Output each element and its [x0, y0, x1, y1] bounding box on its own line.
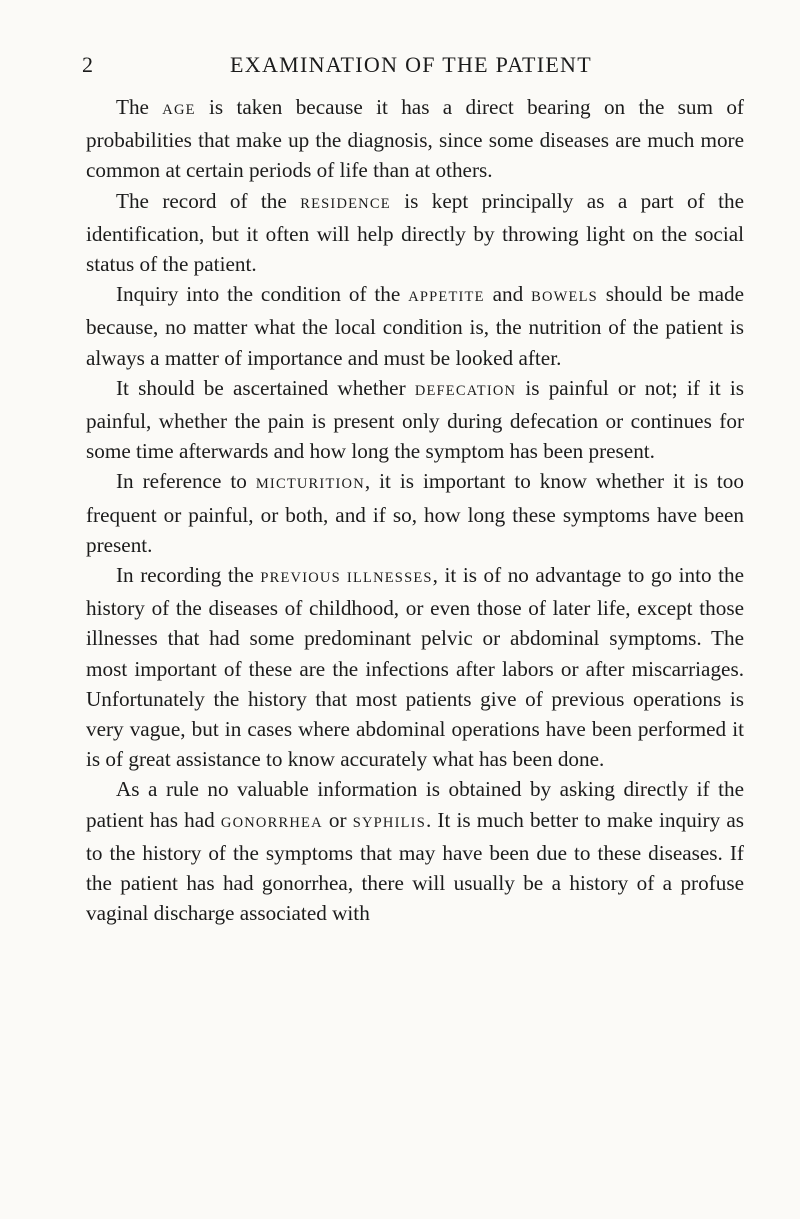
text: is taken because it has a direct bearing on the sum of probabilities that make up the diagnosis, since some diseases are much more common at certain periods of life than at others. [86, 95, 744, 183]
paragraph-gonorrhea-syphilis [86, 774, 744, 928]
paragraph-previous-illnesses [86, 560, 744, 774]
paragraph-defecation [86, 373, 744, 467]
term-age: AGE [162, 102, 196, 118]
text: or [322, 807, 353, 832]
term-previous-illnesses: PREVIOUS ILLNESSES [260, 570, 433, 587]
term-gonorrhea: GONORRHEA [220, 814, 323, 831]
text: is kept principally as a part of the identification, but it often will help directly by throwing light on the social status of the patient. [86, 188, 744, 277]
term-micturition: MICTURITION [255, 476, 365, 493]
paragraph-appetite-bowels [86, 279, 744, 373]
paragraph-residence [86, 186, 744, 280]
text: The [116, 95, 163, 119]
paragraph-age [86, 92, 744, 186]
chapter-title: EXAMINATION OF THE PATIENT [230, 52, 592, 77]
running-head [82, 52, 744, 88]
text: , it is of no advantage to go into the history of the diseases of childhood, or even those of later life, except those illnesses that had some predominant pelvic or abdominal symptoms. The most important of these are the infections after labors or after miscarriages. Unfortunately the history that most patients give of previous operations is very vague, but in cases where abdominal operations have been performed it is of great assistance to know accurately what has been done. [86, 563, 744, 772]
book-page [82, 52, 745, 928]
text: Inquiry into the condition of the [116, 282, 409, 307]
text: In recording the [116, 563, 261, 588]
term-bowels: BOWELS [531, 289, 598, 306]
term-appetite: APPETITE [408, 289, 485, 306]
text: The record of the [116, 188, 301, 213]
text: . It is much better to make inquiry as to the history of the symptoms that may have been due to these diseases. If the patient has had gonorrhea, there will usually be a history of a profuse vaginal discharge associated with [86, 807, 744, 926]
paragraph-micturition [86, 466, 744, 560]
text: should be made because, no matter what the local condition is, the nutrition of the patient is always a matter of importance and must be looked after. [86, 282, 745, 370]
text: , it is important to know whether it is too frequent or painful, or both, and if so, how long these symptoms have been present. [86, 469, 744, 557]
term-defecation: DEFECATION [414, 382, 517, 399]
term-residence: RESIDENCE [300, 195, 391, 212]
text: It should be ascertained whether [116, 375, 415, 400]
text: and [484, 282, 532, 307]
text: As a rule no valuable information is obtained by asking directly if the patient has had [86, 777, 744, 832]
term-syphilis: SYPHILIS [352, 814, 426, 831]
body-text [86, 92, 744, 928]
text: is painful or not; if it is painful, whether the pain is present only during defecation or continues for some time afterwards and how long the symptom has been present. [86, 375, 745, 464]
text: In reference to [116, 469, 256, 494]
page-number: 2 [82, 52, 94, 77]
